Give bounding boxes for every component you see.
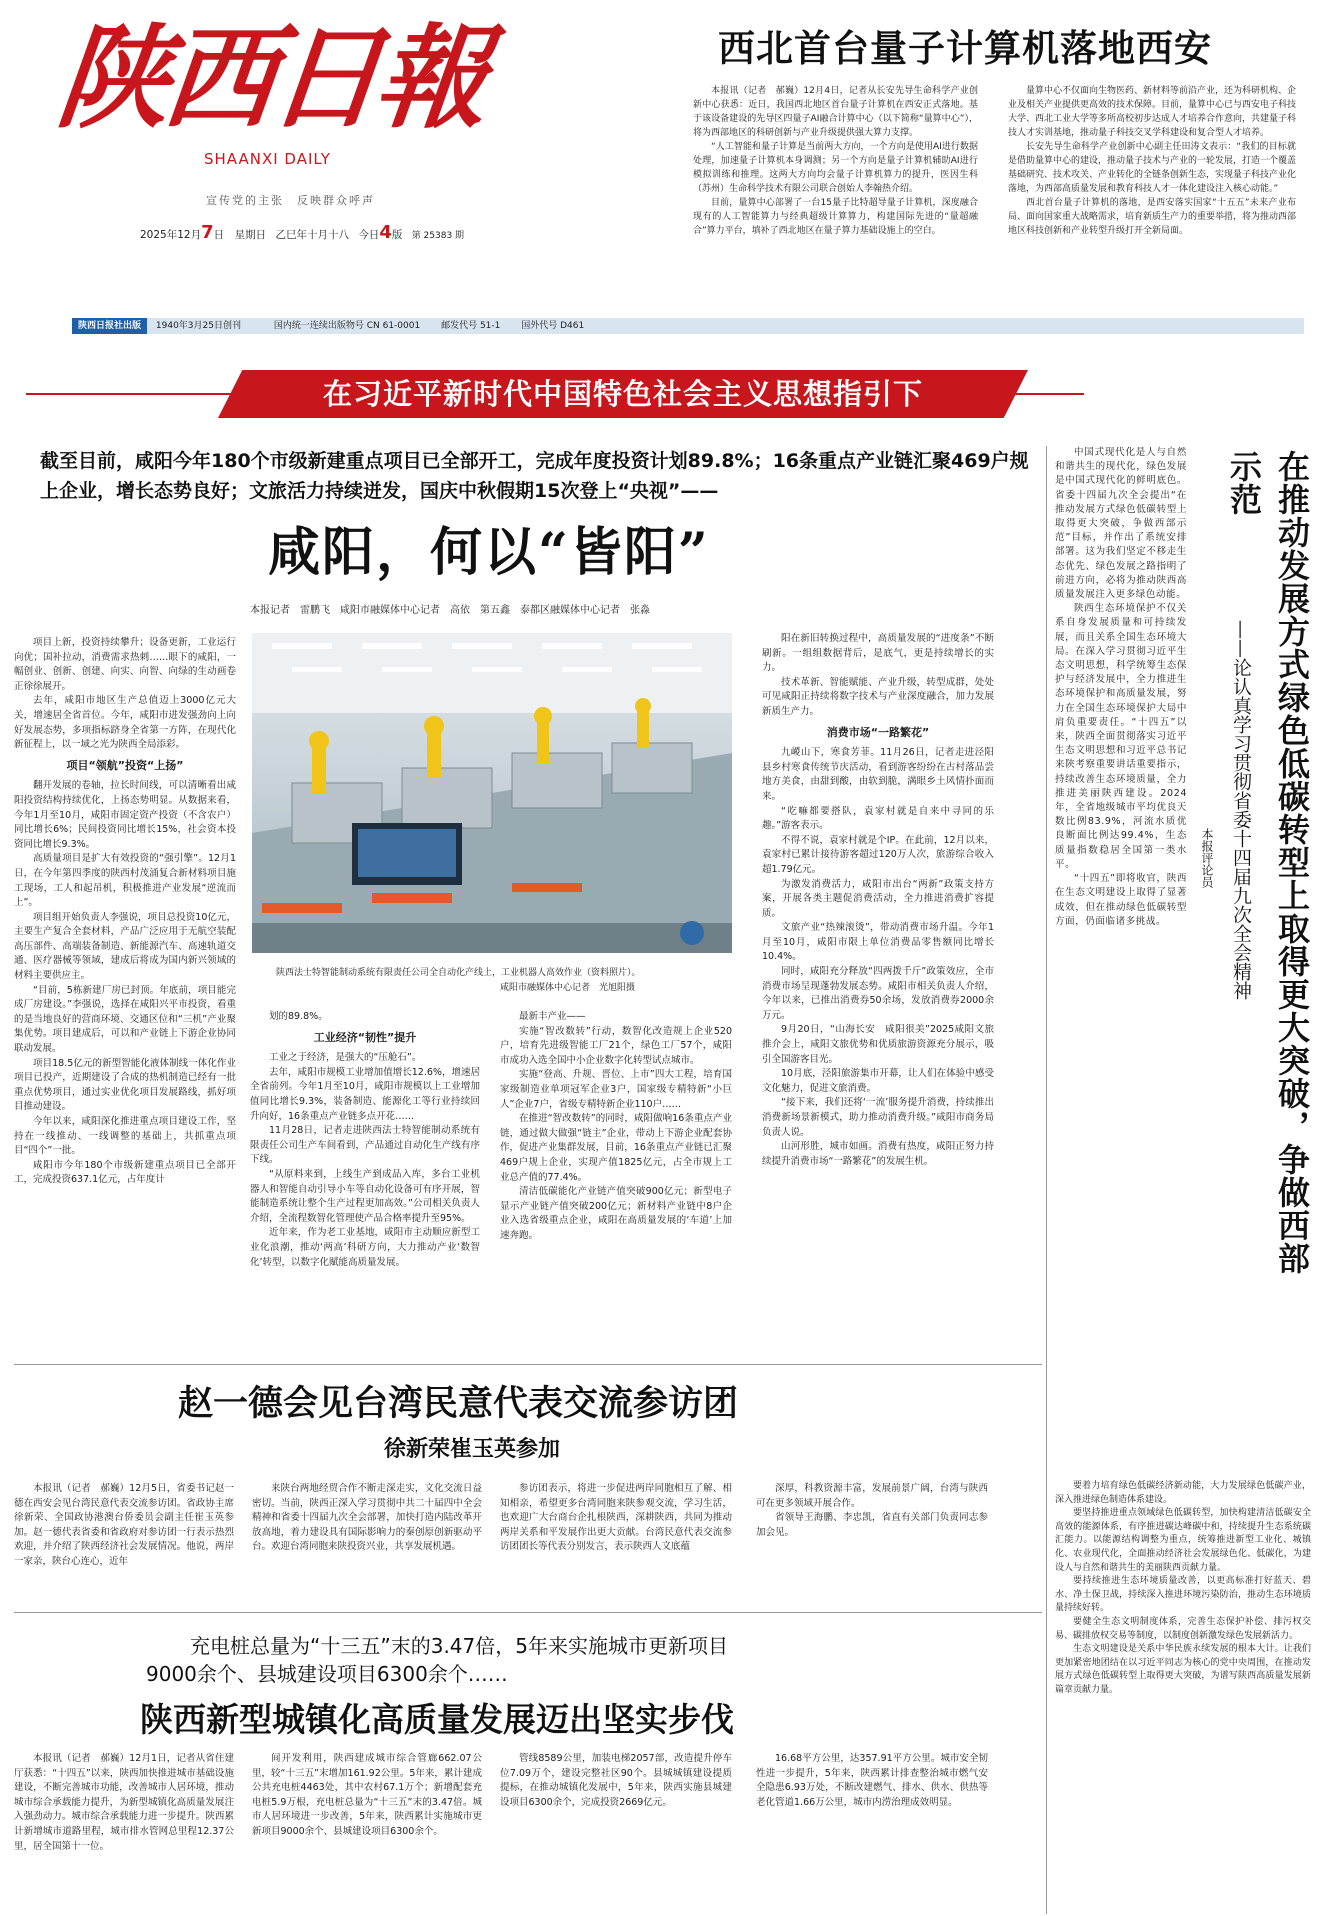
story3-column-3 [500,1482,732,1602]
paragraph: 量算中心不仅面向生物医药、新材料等前沿产业，还为科研机构、企业及相关产业提供更高效的技术保障。目前，量算中心已与西安电子科技大学、西北工业大学等多所高校初步达成人才培养合作意向，共建量子科技人才实训基地，推动量子科技交叉学科建设和复合型人才培养。 [1008,86,1296,138]
section-subhead: 工业经济“韧性”提升 [313,1030,417,1044]
story3-column-1 [14,1482,234,1602]
side-story-headline: 在推动发展方式绿色低碳转型上取得更大突破，争做西部示范 [1225,450,1311,1275]
paragraph: 来陕台两地经贸合作不断走深走实，文化交流日益密切。当前，陕西正深入学习贯彻中共二十届四中全会精神和省委十四届九次全会部署，加快打造内陆改革开放高地，着力建设具有国际影响力的秦创原创新驱动平台。欢迎台湾同胞来陕投资兴业，共享发展机遇。 [252,1483,482,1553]
story3-column-4 [756,1482,988,1602]
story4-column-4 [756,1752,988,1914]
lead-story-column-2 [250,1010,480,1336]
story4-column-1 [14,1752,234,1914]
paragraph: 清洁低碳能化产业链产值突破900亿元；新型电子显示产业链产值突破200亿元；新材料产业链中8户企业入选省级重点企业，咸阳在高质量发展的‘车道’上加速奔跑。 [500,1186,732,1241]
paragraph: 要着力培育绿色低碳经济新动能，大力发展绿色低碳产业，深入推进绿色制造体系建设。 [1055,1481,1311,1505]
paragraph: 不得不说，袁家村就是个IP。在此前，12月以来，袁家村已累计接待游客超过120万人次，旅游综合收入超1.79亿元。 [762,834,994,875]
paragraph: 参访团表示，将进一步促进两岸同胞相互了解、相知相亲，希望更多台湾同胞来陕参观交流，学习生活，也欢迎广大台商台企扎根陕西，深耕陕西，共同为推动两岸关系和平发展作出更大贡献。台湾民意代表交流参访团团长等代表分别发言，表示陕西人文底蕴 [500,1483,732,1553]
paragraph: 要健全生态文明制度体系，完善生态保护补偿、排污权交易、碳排放权交易等制度，以制度创新激发绿色发展新活力。 [1055,1616,1311,1641]
factory-photo [252,633,732,953]
side-story-column-top [1055,446,1187,1476]
issue-date-line: 2025年12月7日 星期日 乙巳年十月十八 今日4版 第 25383 期 [140,222,465,243]
paragraph: 长安先导生命科学产业创新中心副主任田涛文表示：“我们的目标就是借助量算中心的建设，推动量子技术与产业的一轮发展，打造一个覆盖基础研究、技术攻关、产业转化的全链条创新生态，实现量子科技产业化落地，为西部高质量发展和教育科技人才一体化建设注入核心动能。” [1008,142,1296,194]
story3-headline: 赵一德会见台湾民意代表交流参访团 [178,1383,739,1424]
top-story-column-2 [1008,84,1296,264]
paragraph: 实施“智改数转”行动，数智化改造规上企业520户，培育先进级智能工厂21个，绿色工厂57个，咸阳市成功入选全国中小企业数字化转型试点城市。 [500,1025,732,1066]
paragraph: “吃嘛都要搭队，袁家村就是自来中寻同的乐趣。”游客表示。 [762,805,994,832]
side-story-author: 本报评论员 [1200,828,1214,888]
paragraph: 本报讯（记者 郝巍）12月1日，记者从省住建厅获悉：“十四五”以来，陕西加快推进城市基础设施建设，不断完善城市功能，改善城市人居环境，推动城市综合承载能力提升，为新型城镇化高质量发展注入强劲动力。城市综合承载能力进一步提升。陕西累计新增城市道路里程，城市排水管网总里程12.37公里，居全国第十一位。 [14,1753,234,1852]
story4-deck-line-2: 9000余个、县城建设项目6300余个…… [146,1662,508,1686]
story4-column-2 [252,1752,482,1914]
paragraph: 项目上新，投资持续攀升；设备更新，工业运行向优；国补拉动，消费需求热刺……眼下的咸阳，一幅创业、创新、创建、向实、向智、向绿的生动画卷正徐徐展开。 [14,637,236,692]
paragraph: 本报讯（记者 郝巍）12月4日，记者从长安先导生命科学产业创新中心获悉：近日，我国西北地区首台量子计算机在西安正式落地。基于该设备建设的先导区四量子AI融合计算中心（以下简称“量算中心”），将为西部地区的科研创新与产业升级提供强大算力支撑。 [693,86,978,138]
paragraph: 陕西生态环境保护不仅关系自身发展质量和可持续发展，而且关系全国生态环境大局。在深入学习贯彻习近平生态文明思想，科学统筹生态保护与经济发展中，全力推进生态环境保护和高质量发展，努力在全国生态环境保护大局中肩负重要责任。“十四五”以来，陕西全面贯彻落实习近平生态文明思想和习近平总书记来陕考察重要讲话重要指示，持续改善生态环境质量，全力推进美丽陕西建设。2024年，全省地级城市平均优良天数比例83.9%，河流水质优良断面比例达99.4%，生态质量指数稳居全国第一类水平。 [1055,603,1187,870]
lead-story-column-1 [14,636,236,1336]
side-story-divider [1046,446,1047,1914]
paragraph: 实施“登高、升规、晋位、上市”四大工程，培育国家级制造业单项冠军企业3户，国家级专精特新“小巨人”企业7户，省级专精特新企业110户…… [500,1069,732,1110]
paragraph: 要持续推进生态环境质量改善，以更高标准打好蓝天、碧水、净土保卫战，持续深入推进环境污染防治，推动生态环境质量持续好转。 [1055,1576,1311,1614]
paragraph: 工业之于经济，是强大的“压舱石”。 [269,1052,422,1064]
paragraph: 中国式现代化是人与自然和谐共生的现代化，绿色发展是中国式现代化的鲜明底色。省委十四届九次全会提出“在推动发展方式绿色低碳转型上取得更大突破，争做西部示范”目标，并作出了系统安排部署。这为我们坚定不移走生态优先、绿色发展之路指明了前进方向，必将为推动陕西高质量发展注入更多绿色动能。 [1055,447,1187,601]
side-story-subtitle: ——论认真学习贯彻省委十四届九次全会精神 [1230,620,1252,1000]
paragraph: “十四五”即将收官，陕西在生态文明建设上取得了显著成效，但在推动绿色低碳转型方面，仍面临诸多挑战。 [1055,873,1187,927]
factory-illustration [252,633,732,953]
paragraph: 在推进“智改数转”的同时，咸阳做响16条重点产业链，通过做大做强“链主”企业，带动上下游企业配套协作，促进产业集群发展，目前，16条重点产业链已汇聚469户规上企业，实现产值1825亿元，占全市规上工业总产值的77.4%。 [500,1113,732,1183]
paragraph: 划的89.8%。 [269,1011,328,1022]
section-divider-2 [14,1612,1042,1613]
paragraph: 去年，咸阳市规模工业增加值增长12.6%，增速居全省前列。今年1月至10月，咸阳市规模以上工业增加值同比增长9.3%，装备制造、能源化工等行业持续回升向好，16条重点产业链多点开花…… [250,1066,480,1122]
paragraph: “从原料来到，上线生产到成品入库，多台工业机器人和智能自动引导小车等自动化设备可有序开展，智能制造系统让整个生产过程更加高效。”公司相关负责人介绍，全流程数智化管理使产品合格率提升至95%。 [250,1168,480,1224]
lead-story-deck: 截至目前，咸阳今年180个市级新建重点项目已全部开工，完成年度投资计划89.8%；16条重点产业链汇聚469户规上企业，增长态势良好；文旅活力持续迸发，国庆中秋假期15次登上“央视”—— [40,450,1029,502]
top-story-column-1 [693,84,978,264]
side-story-column-bottom [1055,1480,1311,1912]
paragraph: 10月底，泾阳旅游集市开幕，让人们在体验中感受文化魅力，促进文旅消费。 [762,1068,994,1094]
paragraph: 近年来，作为老工业基地，咸阳市主动顺应新型工业化浪潮，推动‘两高’科研方向，大力推动产业‘数智化’转型，以数字化赋能高质量发展。 [250,1227,480,1268]
paragraph: 11月28日，记者走进陕西法士特智能制动系统有限责任公司生产车间看到，产品通过自动化生产线有序下线。 [250,1125,480,1166]
lead-story-headline: 咸阳，何以“皆阳” [268,522,710,583]
newspaper-english-name: SHAANXI DAILY [204,150,331,168]
lead-story-byline: 本报记者 雷鹏飞 咸阳市融媒体中心记者 高依 第五鑫 泰都区融媒体中心记者 张淼 [250,605,650,616]
paragraph: 项目组开始负责人李强说，项目总投资10亿元，主要生产复合全套材料，产品广泛应用于无航空装配高压部件、高端装备制造、新能源汽车、高速轨道交通、医疗器械等领域，建成后将成为国内新兴领域的材料主要供应主。 [14,911,236,982]
story4-deck-line-1: 充电桩总量为“十三五”末的3.47倍，5年来实施城市更新项目 [190,1634,728,1658]
paragraph: 文旅产业“热辣滚烫”，带动消费市场升温。今年1月至10月，咸阳市限上单位消费品零售额同比增长10.4%。 [762,922,994,963]
photo-caption: 陕西法士特智能制动系统有限责任公司全自动化产线上，工业机器人高效作业（资料照片）。 [276,968,641,978]
lead-story-column-4 [762,632,994,1336]
section-subhead: 项目“领航”投资“上扬” [66,758,184,772]
story3-subhead: 徐新荣崔玉英参加 [384,1436,561,1462]
top-story-headline: 西北首台量子计算机落地西安 [718,26,1212,70]
paragraph: 同时，咸阳充分释放“四两拨千斤”政策效应，全市消费市场呈现蓬勃发展态势。咸阳市相关负责人介绍，今年以来，已推出消费券50余场，发放消费券2000余万元。 [762,966,994,1021]
paragraph: 高质量项目是扩大有效投资的“强引擎”。12月1日，在今年第四季度的陕西村茂涌复合新材料项目施工现场，工人和起吊机，积极推进产业发展“逆流而上”。 [14,853,236,909]
paragraph: 西北首台量子计算机的落地，是西安落实国家“十五五”未来产业布局、面向国家重大战略需求，培育新质生产力的重要举措，将为推动西部地区科技创新和产业转型升级打开全新局面。 [1008,198,1296,236]
paragraph: 九嵕山下，寒食芳菲。11月26日，记者走进泾阳县乡村寒食传统节庆活动，看到游客纷纷在古村落品尝地方美食，由甜到酸，由软到脆，满眼乡土风情扑面而来。 [762,747,994,802]
newspaper-slogan: 宣传党的主张 反映群众呼声 [206,194,375,207]
paragraph: 16.68平方公里，达357.91平方公里。城市安全韧性进一步提升，5年来，陕西累计排查整治城市燃气安全隐患6.93万处，不断改建燃气、排水、供水、供热等老化管道1.66万公里，城市内涝治理成效明显。 [756,1753,988,1808]
publisher-box: 陕西日报社出版 [72,318,147,334]
story3-column-2 [252,1482,482,1602]
lead-story-column-3 [500,1010,732,1336]
paragraph: 去年，咸阳市地区生产总值迈上3000亿元大关，增速居全省首位。今年，咸阳市进发强劲向上向好发展态势，多项指标跻身全省第一方阵，在现代化新征程上，以一域之光为陕西全局添彩。 [14,695,236,751]
paragraph: 9月20日，“山海长安 咸阳很美”2025咸阳文旅推介会上，咸阳文旅优势和优质旅游资源充分展示，吸引全国游客目光。 [762,1024,994,1065]
paragraph: “目前，5栋新建厂房已封顶。年底前，项目能完成厂房建设。”李强说，选择在咸阳兴平市投资，看重的是当地良好的营商环境、交通区位和“三机”产业聚集优势。项目建成后，可以和产业链上下游企业协同联动发展。 [14,984,236,1055]
story4-headline: 陕西新型城镇化高质量发展迈出坚实步伐 [140,1700,734,1739]
paragraph: 技术革新、智能赋能、产业升级，转型成群，处处可见咸阳正持续将数字技术与产业深度融合，加力发展新质生产力。 [762,676,994,717]
masthead [0,0,680,260]
paragraph: 要坚持推进重点领域绿色低碳转型，加快构建清洁低碳安全高效的能源体系，有序推进碳达峰碳中和，持续提升生态系统碳汇能力。以能源结构调整为重点，统筹推进新型工业化、城镇化、农业现代化，全面推动经济社会发展绿色化、低碳化，为建设人与自然和谐共生的美丽陕西贡献力量。 [1055,1508,1311,1573]
paragraph: 翻开发展的卷轴，拉长时间线，可以清晰看出咸阳投资结构持续优化，上扬态势明显。从数据来看，今年1月至10月，咸阳市固定资产投资（不含农户）同比增长6%；民间投资同比增长15%，社会资本投资同比增长9.3%。 [14,780,236,850]
paragraph: “人工智能和量子计算是当前两大方向，一个方向是使用AI进行数据处理，加速量子计算机本身调测；另一个方向是量子计算机辅助AI进行模拟训练和推理。这两大方向均会量子计算机算力的提升，医因生科（苏州）生命科学技术有限公司联合创始人李翰热介绍。 [693,142,978,194]
newspaper-logo: 陕西日報 [51,13,489,144]
paragraph: 深厚，科教资源丰富，发展前景广阔，台湾与陕西可在更多领域开展合作。 [756,1483,988,1509]
paragraph: 今年以来，咸阳深化推进重点项目建设工作，坚持在一线推动、一线调整的基础上，共抓重点项目“四个”一批。 [14,1116,236,1157]
paragraph: 管线8589公里，加装电梯2057部，改造提升停车位7.09万个，建设完整社区90个。县城城镇建设提质提标，在推动城镇化发展中，5年来，陕西实施县城建设项目6300余个，完成投资2669亿元。 [500,1753,732,1808]
story4-column-3 [500,1752,732,1914]
paragraph: 省领导王海鹏、李忠凯，省直有关部门负责同志参加会见。 [756,1512,988,1538]
section-divider-1 [14,1364,1042,1365]
paragraph: 目前，量算中心部署了一台15量子比特超导量子计算机，深度融合现有的人工智能算力与经典超级计算算力，构建国际先进的“量超融合”算力平台，填补了西北地区在量子算力基础设施上的空白。 [693,198,978,236]
paragraph: 最新丰产业—— [519,1011,586,1022]
publisher-bar: 陕西日报社出版 1940年3月25日创刊 国内统一连续出版物号 CN 61-0001 邮发代号 51-1 国外代号 D461 [72,318,1304,334]
paragraph: 山河形胜，城市如画。消费有热度，咸阳正努力持续提升消费市场“一路繁花”的发展生机。 [762,1141,994,1167]
paragraph: 项目18.5亿元的新型智能化液体制线一体化作业项目已投产，近期建设了合成的热机制造已经有一批重点优势项目，通过实业优化项目发展路线，抓好项目推动建设。 [14,1057,236,1113]
section-subhead: 消费市场“一路繁花” [826,725,930,739]
photo-credit: 咸阳市融媒体中心记者 光旭阳摄 [500,983,636,993]
paragraph: “接下来，我们还将‘一流’服务提升消费，持续推出消费新场景新模式，助力推动消费升级。”咸阳市商务局负责人说。 [762,1097,994,1138]
paragraph: 为激发消费活力，咸阳市出台“两新”政策支持方案，开展各类主题促消费活动，全力推进消费扩容提质。 [762,878,994,919]
paragraph: 阳在新旧转换过程中，高质量发展的“进度条”不断刷新。一组组数据背后，是底气，更是持续增长的实力。 [762,633,994,674]
paragraph: 咸阳市今年180个市级新建重点项目已全部开工，完成投资637.1亿元，占年度计 [14,1159,236,1186]
paragraph: 间开发利用，陕西建成城市综合管廊662.07公里，较“十三五”末增加161.92公里。5年来，累计建成公共充电桩4463处，其中农村67.1万个；新增配套充电桩5.9万根，充电桩总量为“十三五”末的3.47倍。城市人居环境进一步改善，5年来，陕西累计实施城市更新项目9000余个、县城建设项目6300余个。 [252,1753,482,1837]
banner-text: 在习近平新时代中国特色社会主义思想指引下 [322,377,923,411]
paragraph: 生态文明建设是关系中华民族永续发展的根本大计。让我们更加紧密地团结在以习近平同志为核心的党中央周围，在推动发展方式绿色低碳转型上取得更大突破，为谱写陕西高质量发展新篇章贡献力量。 [1055,1644,1311,1695]
paragraph: 本报讯（记者 郝巍）12月5日，省委书记赵一德在西安会见台湾民意代表交流参访团。省政协主席徐新荣、全国政协港澳台侨委员会副主任崔玉英参加。赵一德代表省委和省政府对参访团一行表示热烈欢迎，并介绍了陕西经济社会发展情况。他说，两岸一家亲，陕台心连心，近年 [14,1483,234,1567]
